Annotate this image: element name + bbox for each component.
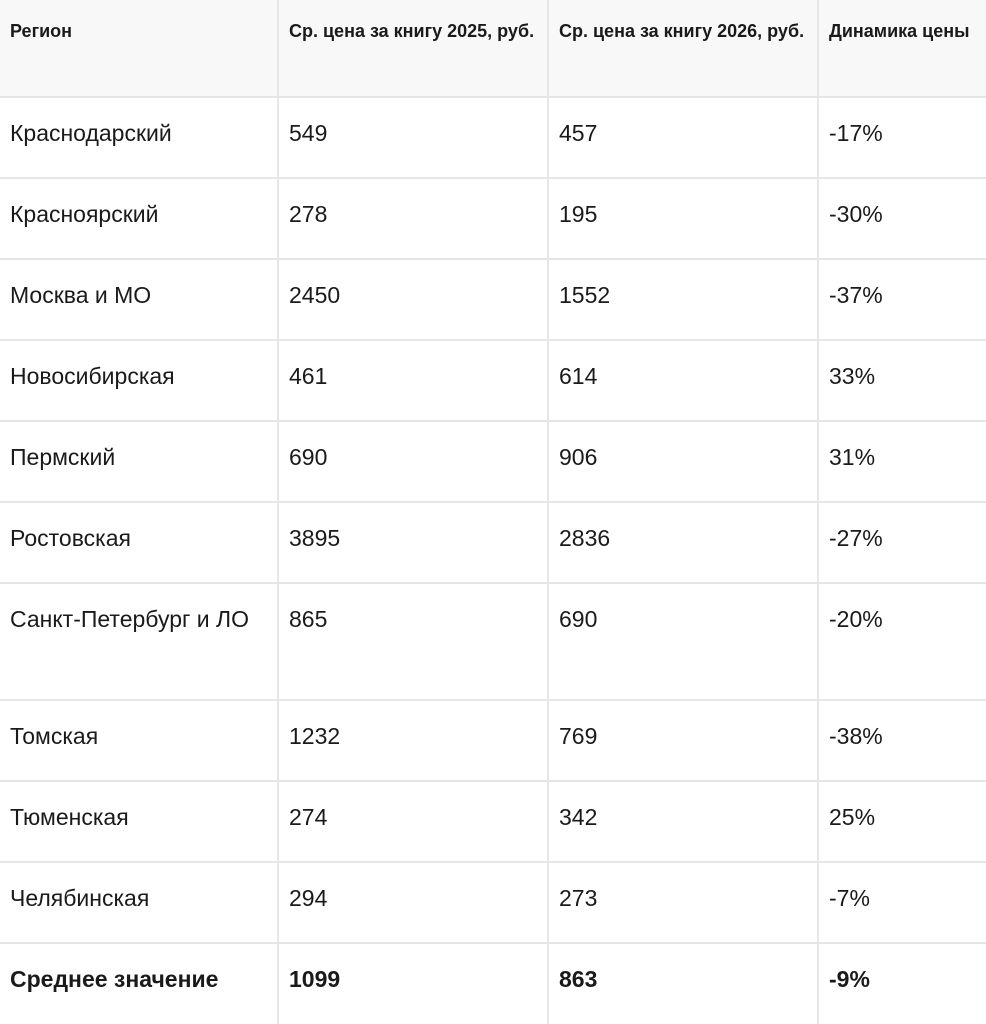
cell-price-change: 33% (818, 340, 986, 421)
cell-price-2025: 690 (278, 421, 548, 502)
cell-price-2025: 278 (278, 178, 548, 259)
cell-region: Краснодарский (0, 97, 278, 178)
cell-price-2026: 769 (548, 700, 818, 781)
cell-price-change: -20% (818, 583, 986, 700)
cell-price-2025: 549 (278, 97, 548, 178)
header-row (0, 0, 986, 97)
table-row (0, 502, 986, 583)
cell-price-2026: 690 (548, 583, 818, 700)
cell-price-2026: 457 (548, 97, 818, 178)
table-row (0, 583, 986, 700)
table-row (0, 97, 986, 178)
cell-region: Санкт-Петербург и ЛО (0, 583, 278, 700)
header-price-change: Динамика цены (818, 0, 986, 97)
total-price-2025: 1099 (278, 943, 548, 1024)
cell-price-2025: 294 (278, 862, 548, 943)
cell-price-change: 25% (818, 781, 986, 862)
total-price-change: -9% (818, 943, 986, 1024)
cell-price-change: -30% (818, 178, 986, 259)
cell-price-2025: 461 (278, 340, 548, 421)
cell-price-2026: 273 (548, 862, 818, 943)
table-row (0, 700, 986, 781)
cell-price-2026: 342 (548, 781, 818, 862)
table-row (0, 862, 986, 943)
cell-price-change: -7% (818, 862, 986, 943)
cell-region: Пермский (0, 421, 278, 502)
cell-price-2026: 906 (548, 421, 818, 502)
cell-region: Челябинская (0, 862, 278, 943)
cell-price-change: -37% (818, 259, 986, 340)
cell-price-2025: 865 (278, 583, 548, 700)
cell-region: Томская (0, 700, 278, 781)
cell-region: Красноярский (0, 178, 278, 259)
cell-price-2026: 1552 (548, 259, 818, 340)
header-region: Регион (0, 0, 278, 97)
total-price-2026: 863 (548, 943, 818, 1024)
total-label: Среднее значение (0, 943, 278, 1024)
cell-price-2026: 2836 (548, 502, 818, 583)
cell-price-change: 31% (818, 421, 986, 502)
cell-price-2026: 195 (548, 178, 818, 259)
table-row (0, 421, 986, 502)
cell-region: Новосибирская (0, 340, 278, 421)
cell-price-2025: 3895 (278, 502, 548, 583)
cell-price-2025: 2450 (278, 259, 548, 340)
table-row (0, 781, 986, 862)
header-price-2025: Ср. цена за книгу 2025, руб. (278, 0, 548, 97)
header-price-2026: Ср. цена за книгу 2026, руб. (548, 0, 818, 97)
cell-region: Москва и МО (0, 259, 278, 340)
cell-price-2025: 274 (278, 781, 548, 862)
cell-price-2025: 1232 (278, 700, 548, 781)
table-row (0, 259, 986, 340)
cell-region: Ростовская (0, 502, 278, 583)
total-row (0, 943, 986, 1024)
cell-region: Тюменская (0, 781, 278, 862)
table-row (0, 178, 986, 259)
cell-price-change: -17% (818, 97, 986, 178)
cell-price-change: -27% (818, 502, 986, 583)
cell-price-2026: 614 (548, 340, 818, 421)
table-row (0, 340, 986, 421)
cell-price-change: -38% (818, 700, 986, 781)
